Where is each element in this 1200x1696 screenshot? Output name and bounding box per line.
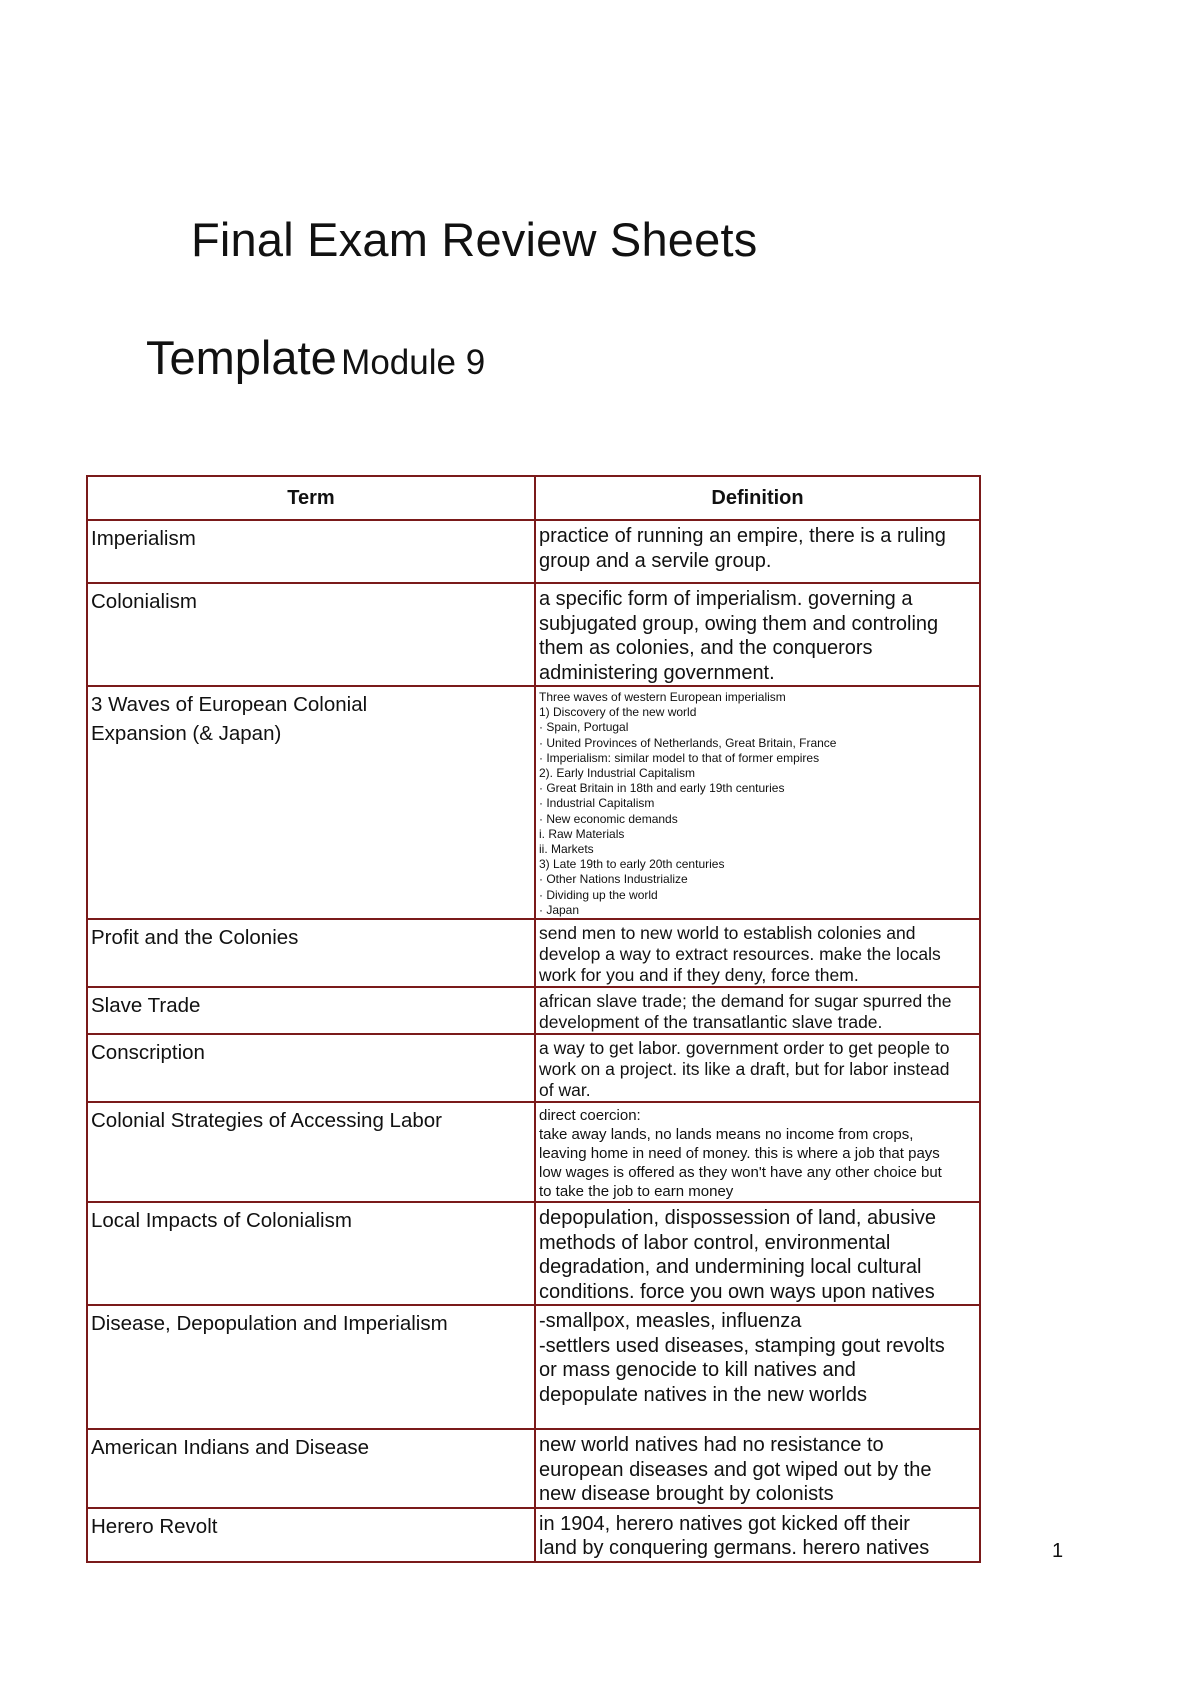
definition-cell xyxy=(535,583,980,686)
definition-line: depopulate natives in the new worlds xyxy=(539,1383,867,1406)
definition-line: develop a way to extract resources. make the locals xyxy=(539,944,941,965)
definition-line: 3) Late 19th to early 20th centuries xyxy=(539,857,725,872)
table-row xyxy=(87,520,980,583)
table-row xyxy=(87,1305,980,1429)
definition-line: administering government. xyxy=(539,661,775,684)
term-cell: American Indians and Disease xyxy=(87,1429,535,1508)
definition-line: send men to new world to establish colonies and xyxy=(539,923,916,944)
definition-line: · Other Nations Industrialize xyxy=(539,872,688,887)
definition-line: · Industrial Capitalism xyxy=(539,796,655,811)
table-row xyxy=(87,1429,980,1508)
definition-line: to take the job to earn money xyxy=(539,1183,734,1201)
definition-line: i. Raw Materials xyxy=(539,826,625,841)
definition-cell xyxy=(535,1429,980,1508)
definition-line: degradation, and undermining local cultural xyxy=(539,1256,922,1279)
definition-line: 2). Early Industrial Capitalism xyxy=(539,766,696,781)
table-row xyxy=(87,987,980,1034)
definition-cell xyxy=(535,520,980,583)
table-row xyxy=(87,1102,980,1202)
term-cell: Colonial Strategies of Accessing Labor xyxy=(87,1102,535,1202)
term-cell: Profit and the Colonies xyxy=(87,919,535,987)
definition-cell xyxy=(535,1034,980,1102)
definition-cell xyxy=(535,1102,980,1202)
definition-line: -settlers used diseases, stamping gout revolts xyxy=(539,1334,945,1357)
definition-line: ii. Markets xyxy=(539,842,594,857)
definition-line: Three waves of western European imperialism xyxy=(539,690,786,704)
definition-line: work for you and if they deny, force them. xyxy=(539,965,859,986)
page-subtitle xyxy=(146,330,485,385)
table-header-row xyxy=(87,476,980,520)
term-cell: Conscription xyxy=(87,1034,535,1102)
definition-line: 1) Discovery of the new world xyxy=(539,705,697,720)
definition-line: a specific form of imperialism. governing a xyxy=(539,588,913,610)
term-cell: 3 Waves of European Colonial Expansion (& Japan) xyxy=(87,686,535,919)
term-cell: Disease, Depopulation and Imperialism xyxy=(87,1305,535,1429)
definition-line: a way to get labor. government order to get people to xyxy=(539,1038,950,1059)
definition-line: new world natives had no resistance to xyxy=(539,1434,884,1457)
definition-line: subjugated group, owing them and controling xyxy=(539,612,939,635)
definition-line: european diseases and got wiped out by the xyxy=(539,1458,932,1481)
definition-line: work on a project. its like a draft, but for labor instead xyxy=(539,1059,950,1080)
definition-line: take away lands, no lands means no income from crops, xyxy=(539,1126,914,1144)
header-term: Term xyxy=(87,476,535,520)
definition-line: african slave trade; the demand for sugar spurred the xyxy=(539,991,952,1012)
definition-line: conditions. force you own ways upon natives xyxy=(539,1280,935,1303)
definition-line: practice of running an empire, there is a ruling xyxy=(539,525,946,547)
term-cell: Local Impacts of Colonialism xyxy=(87,1202,535,1305)
definition-line: · Japan xyxy=(539,902,580,917)
definition-line: · Dividing up the world xyxy=(539,887,658,902)
term-cell: Slave Trade xyxy=(87,987,535,1034)
definition-line: · United Provinces of Netherlands, Great Britain, France xyxy=(539,735,837,750)
definition-cell xyxy=(535,1508,980,1562)
definition-line: · Imperialism: similar model to that of former empires xyxy=(539,750,820,765)
definition-line: land by conquering germans. herero natives xyxy=(539,1537,930,1560)
definition-line: group and a servile group. xyxy=(539,549,772,572)
definition-line: of war. xyxy=(539,1080,591,1101)
table-row xyxy=(87,686,980,919)
definition-line: in 1904, herero natives got kicked off their xyxy=(539,1512,910,1535)
definition-line: low wages is offered as they won't have any other choice but xyxy=(539,1164,942,1182)
table-row xyxy=(87,1202,980,1305)
term-cell: Imperialism xyxy=(87,520,535,583)
subtitle-template: Template xyxy=(146,331,337,384)
review-table xyxy=(86,475,981,1563)
definition-cell xyxy=(535,1305,980,1429)
definition-cell xyxy=(535,1202,980,1305)
page-number: 1 xyxy=(1052,1540,1064,1562)
header-definition: Definition xyxy=(535,476,980,520)
definition-line: or mass genocide to kill natives and xyxy=(539,1359,856,1382)
definition-line: -smallpox, measles, influenza xyxy=(539,1310,802,1333)
definition-line: · New economic demands xyxy=(539,811,678,826)
definition-line: leaving home in need of money. this is where a job that pays xyxy=(539,1145,940,1163)
definition-line: them as colonies, and the conquerors xyxy=(539,637,873,659)
table-row xyxy=(87,1508,980,1562)
definition-cell xyxy=(535,686,980,919)
table-row xyxy=(87,1034,980,1102)
definition-line: · Great Britain in 18th and early 19th centuries xyxy=(539,781,785,796)
definition-line: direct coercion: xyxy=(539,1107,641,1125)
definition-cell xyxy=(535,919,980,987)
subtitle-module: Module 9 xyxy=(341,343,486,382)
term-cell: Colonialism xyxy=(87,583,535,686)
definition-cell xyxy=(535,987,980,1034)
table-row xyxy=(87,919,980,987)
table-row xyxy=(87,583,980,686)
definition-line: depopulation, dispossession of land, abusive xyxy=(539,1207,936,1230)
definition-line: new disease brought by colonists xyxy=(539,1483,834,1506)
definition-line: development of the transatlantic slave trade. xyxy=(539,1012,883,1033)
page-title: Final Exam Review Sheets xyxy=(191,213,758,266)
term-cell: Herero Revolt xyxy=(87,1508,535,1562)
definition-line: methods of labor control, environmental xyxy=(539,1231,891,1254)
definition-line: · Spain, Portugal xyxy=(539,720,629,735)
